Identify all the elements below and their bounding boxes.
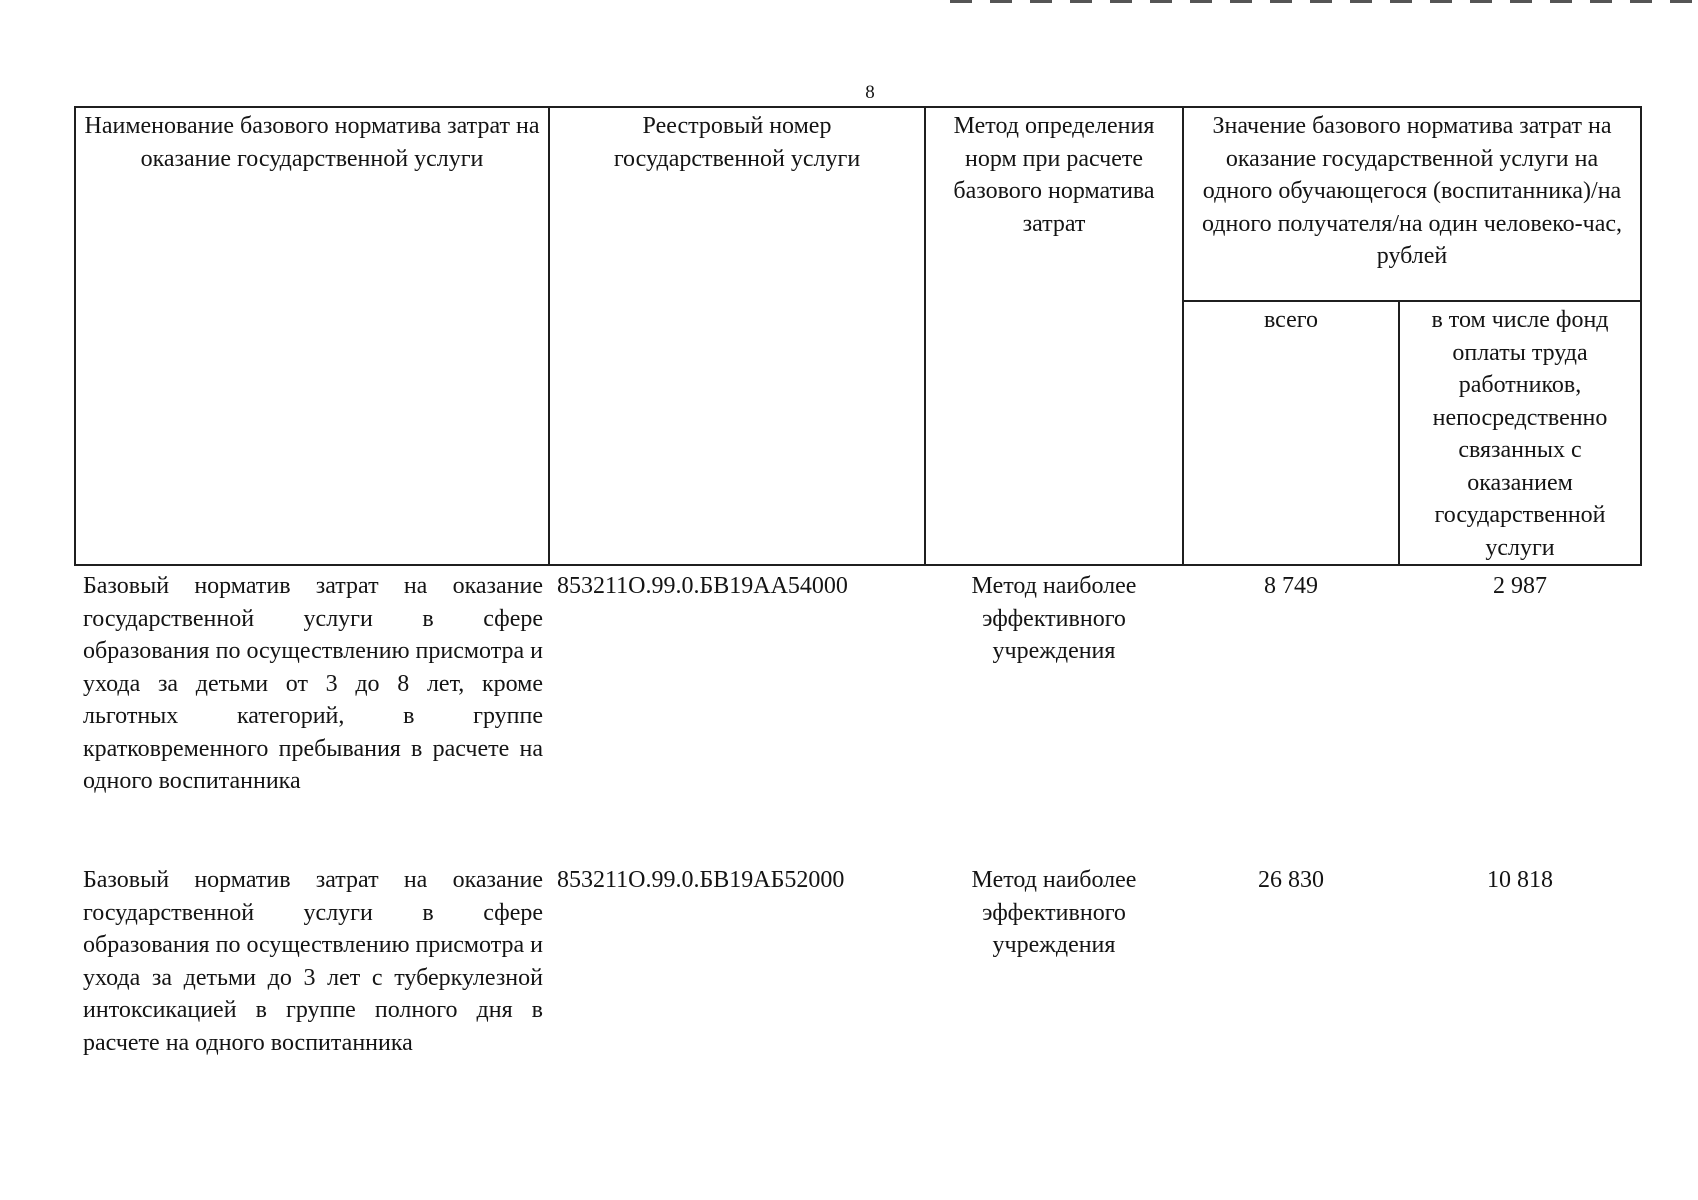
row-method: Метод наиболее эффективного учреждения (971, 867, 1137, 958)
page-number: 8 (865, 82, 875, 103)
row-name: Базовый норматив затрат на оказание государственной услуги в сфере образования по осуществлению присмотра и ухода за детьми до 3 лет с туберкулезной интоксикацией в группе полного дня в расчете на одного воспитанника (83, 867, 543, 1056)
header-value-group: Значение базового норматива затрат на оказание государственной услуги на одного обучающегося (воспитанника)/на одного получателя/на один человеко-час, рублей (1183, 107, 1641, 301)
table-body (75, 565, 1641, 1124)
header-total: всего (1183, 301, 1399, 565)
header-including: в том числе фонд оплаты труда работников, непосредственно связанных с оказанием государственной услуги (1399, 301, 1641, 565)
row-total: 26 830 (1258, 867, 1324, 893)
header-method: Метод определения норм при расчете базового норматива затрат (925, 107, 1183, 565)
header-name: Наименование базового норматива затрат на оказание государственной услуги (75, 107, 549, 565)
row-including: 2 987 (1493, 573, 1547, 599)
row-method: Метод наиболее эффективного учреждения (971, 573, 1137, 664)
row-registry: 853211О.99.0.БВ19АБ52000 (557, 867, 845, 893)
row-total: 8 749 (1264, 573, 1318, 599)
cost-norms-table (74, 106, 1642, 1124)
row-registry: 853211О.99.0.БВ19АА54000 (557, 573, 848, 599)
table-header (75, 107, 1641, 565)
table-row (75, 860, 1641, 1124)
scan-dash-line (950, 0, 1698, 3)
header-registry: Реестровый номер государственной услуги (549, 107, 925, 565)
row-name: Базовый норматив затрат на оказание государственной услуги в сфере образования по осуществлению присмотра и ухода за детьми от 3 до 8 лет, кроме льготных категорий, в группе кратковременного пребывания в расчете на одного воспитанника (83, 573, 543, 794)
table-row (75, 565, 1641, 860)
row-including: 10 818 (1487, 867, 1553, 893)
